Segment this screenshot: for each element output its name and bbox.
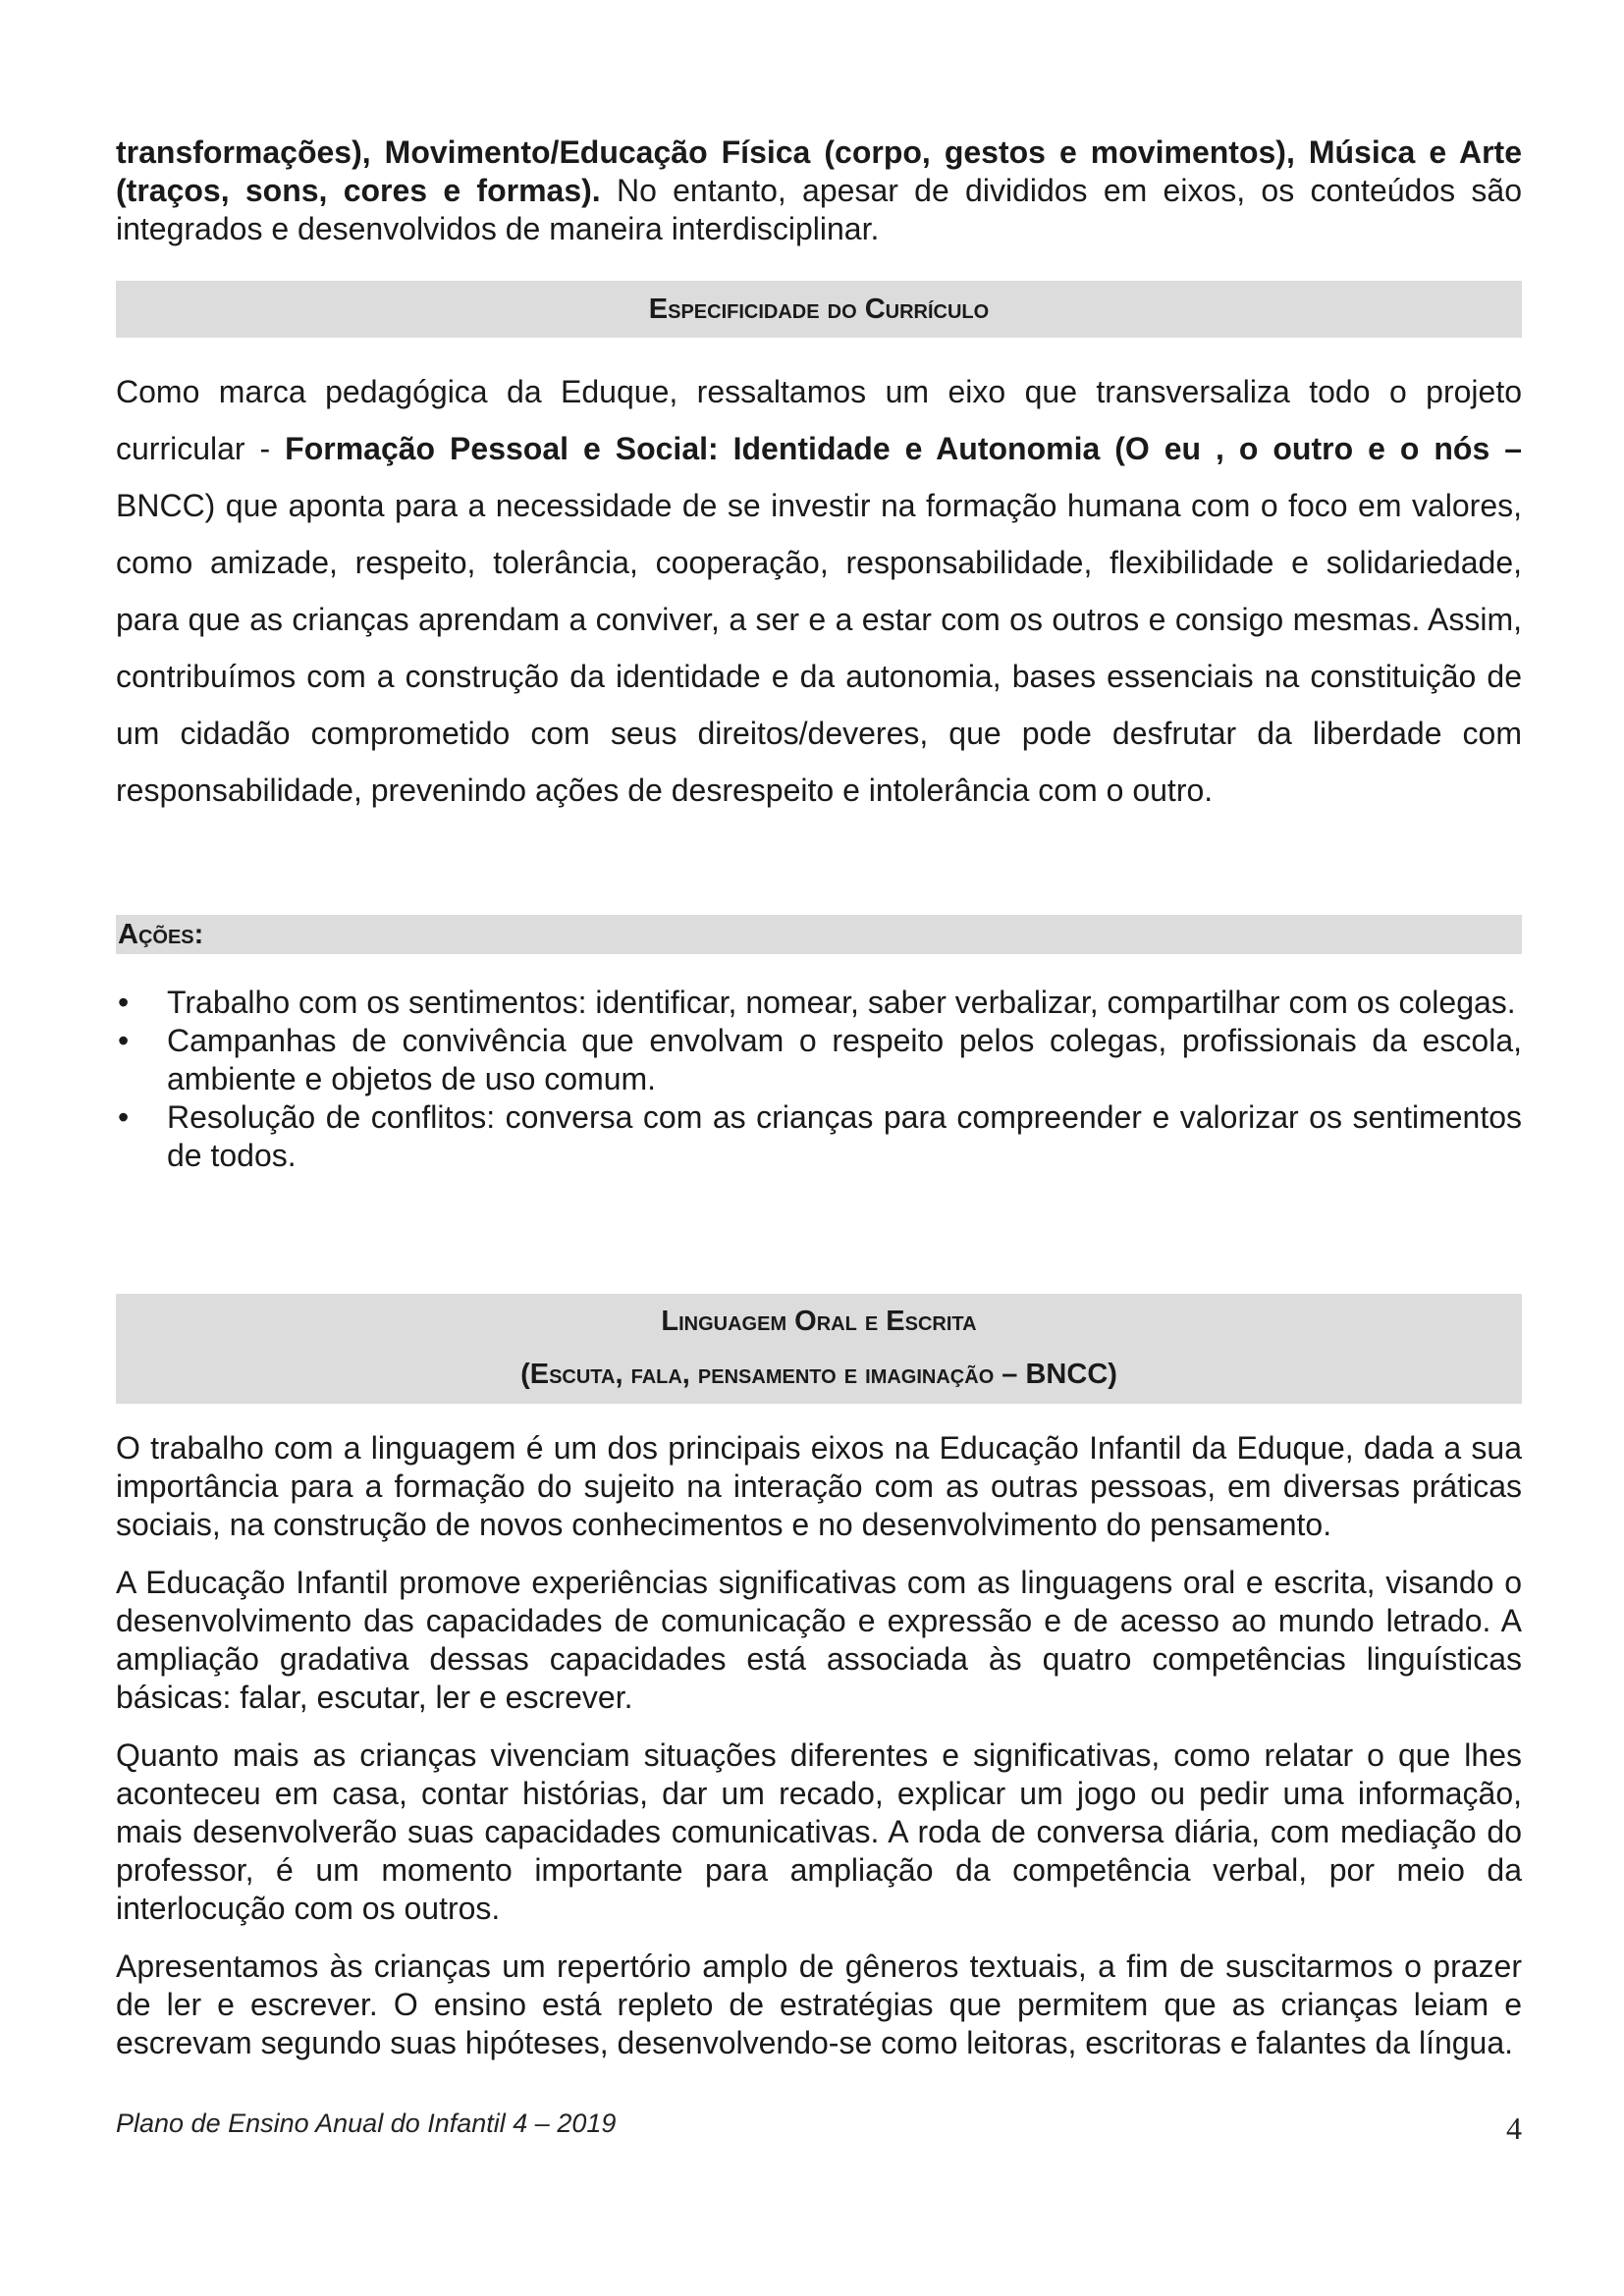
section-heading-language [116,1294,1522,1404]
actions-list [116,984,1522,1175]
list-item [116,1022,1522,1098]
footer-title: Plano de Ensino Anual do Infantil 4 – 2019 [116,2109,617,2138]
bullet-icon: • [118,1023,130,1058]
bullet-icon: • [118,985,130,1020]
actions-heading-text: Ações: [118,918,204,950]
language-paragraph: Quanto mais as crianças vivenciam situações diferentes e significativas, como relatar o que lhes aconteceu em casa, contar histórias, dar um recado, explicar um jogo ou pedir uma informação, mais desenvolverão suas capacidades comunicativas. A roda de conversa diária, com mediação do professor, é um momento importante para ampliação da competência verbal, por meio da interlocução com os outros. [116,1737,1522,1926]
section-heading-actions [116,915,1522,954]
specificity-text-start: Como marca pedagógica da Eduque, ressaltamos um eixo que transversaliza todo o projeto curricular - [116,374,1522,466]
intro-text: No entanto, apesar de divididos em eixos, os conteúdos são integrados e desenvolvidos de maneira interdisciplinar. [116,173,1523,246]
specificity-bold-text: Formação Pessoal e Social: Identidade e Autonomia (O eu , o outro e o nós – [285,431,1523,466]
language-paragraph: O trabalho com a linguagem é um dos principais eixos na Educação Infantil da Eduque, dada a sua importância para a formação do sujeito na interação com as outras pessoas, em diversas práticas sociais, na construção de novos conhecimentos e no desenvolvimento do pensamento. [116,1430,1522,1542]
page-number: 4 [1506,2110,1522,2146]
bullet-icon: • [118,1099,130,1135]
specificity-text-end: BNCC) que aponta para a necessidade de se investir na formação humana com o foco em valores, como amizade, respeito, tolerância, cooperação, responsabilidade, flexibilidade e solidariedade, para que as crianças aprendam a conviver, a ser e a estar com os outros e consigo mesmas. Assim, contribuímos com a construção da identidade e da autonomia, bases essenciais na constituição de um cidadão comprometido com seus direitos/deveres, que pode desfrutar da liberdade com responsabilidade, prevenindo ações de desrespeito e intolerância com o outro. [116,488,1522,808]
page-footer [116,2109,1522,2148]
language-paragraph: Apresentamos às crianças um repertório amplo de gêneros textuais, a fim de suscitarmos o prazer de ler e escrever. O ensino está repleto de estratégias que permitem que as crianças leiam e escrevam segundo suas hipóteses, desenvolvendo-se como leitoras, escritoras e falantes da língua. [116,1949,1522,2060]
specificity-heading-text: Especificidade do Currículo [648,293,990,325]
list-item [116,984,1522,1022]
intro-bold-text: transformações), Movimento/Educação Física (corpo, gestos e movimentos), Música e Arte (traços, sons, cores e formas). [116,134,1522,208]
specificity-paragraph [116,363,1522,819]
language-paragraph: A Educação Infantil promove experiências significativas com as linguagens oral e escrita, visando o desenvolvimento das capacidades de comunicação e expressão e de acesso ao mundo letrado. A ampliação gradativa dessas capacidades está associada às quatro competências linguísticas básicas: falar, escutar, ler e escrever. [116,1565,1522,1715]
section-heading-specificity [116,281,1522,338]
list-item-text: Campanhas de convivência que envolvam o respeito pelos colegas, profissionais da escola, ambiente e objetos de uso comum. [167,1023,1522,1096]
list-item-text: Trabalho com os sentimentos: identificar, nomear, saber verbalizar, compartilhar com os colegas. [167,985,1516,1020]
list-item [116,1098,1522,1175]
list-item-text: Resolução de conflitos: conversa com as crianças para compreender e valorizar os sentimentos de todos. [167,1099,1522,1173]
language-heading-text: Linguagem Oral e Escrita [661,1306,977,1337]
language-section [116,1429,1522,2082]
intro-paragraph [116,133,1522,248]
language-subheading-text: (Escuta, fala, pensamento e imaginação – BNCC) [520,1359,1117,1390]
